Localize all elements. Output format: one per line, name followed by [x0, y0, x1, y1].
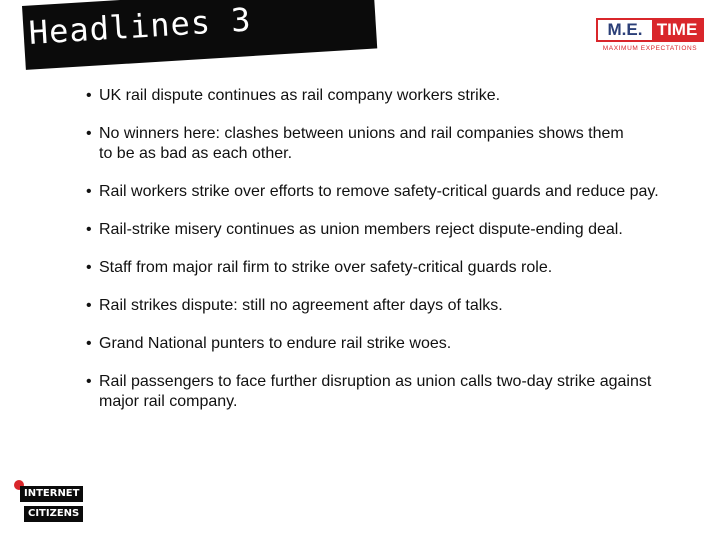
slide-title: Headlines 3: [27, 0, 253, 53]
internet-citizens-logo-line1: INTERNET: [20, 486, 83, 502]
me-time-logo-time: TIME: [652, 20, 702, 40]
me-time-logo: [596, 18, 704, 58]
headline-item: • Rail-strike misery continues as union members reject dispute-ending deal.: [86, 220, 676, 240]
headline-item: • Rail passengers to face further disruption as union calls two-day strike against major rail company.: [86, 372, 676, 412]
me-time-logo-tagline: MAXIMUM EXPECTATIONS: [602, 45, 698, 52]
me-time-logo-me: M.E.: [607, 20, 643, 39]
headline-item: • UK rail dispute continues as rail company workers strike.: [86, 86, 676, 106]
headline-item: • No winners here: clashes between unions and rail companies shows them to be as bad as each other.: [86, 124, 676, 164]
headline-item: • Staff from major rail firm to strike over safety-critical guards role.: [86, 258, 676, 278]
internet-citizens-logo: [10, 478, 80, 526]
internet-citizens-logo-line2: CITIZENS: [24, 506, 83, 522]
headline-list: [86, 86, 676, 430]
headline-item: • Rail strikes dispute: still no agreement after days of talks.: [86, 296, 676, 316]
me-time-logo-wordmark: [596, 18, 704, 42]
headline-item: • Rail workers strike over efforts to remove safety-critical guards and reduce pay.: [86, 182, 676, 202]
headline-item: • Grand National punters to endure rail strike woes.: [86, 334, 676, 354]
